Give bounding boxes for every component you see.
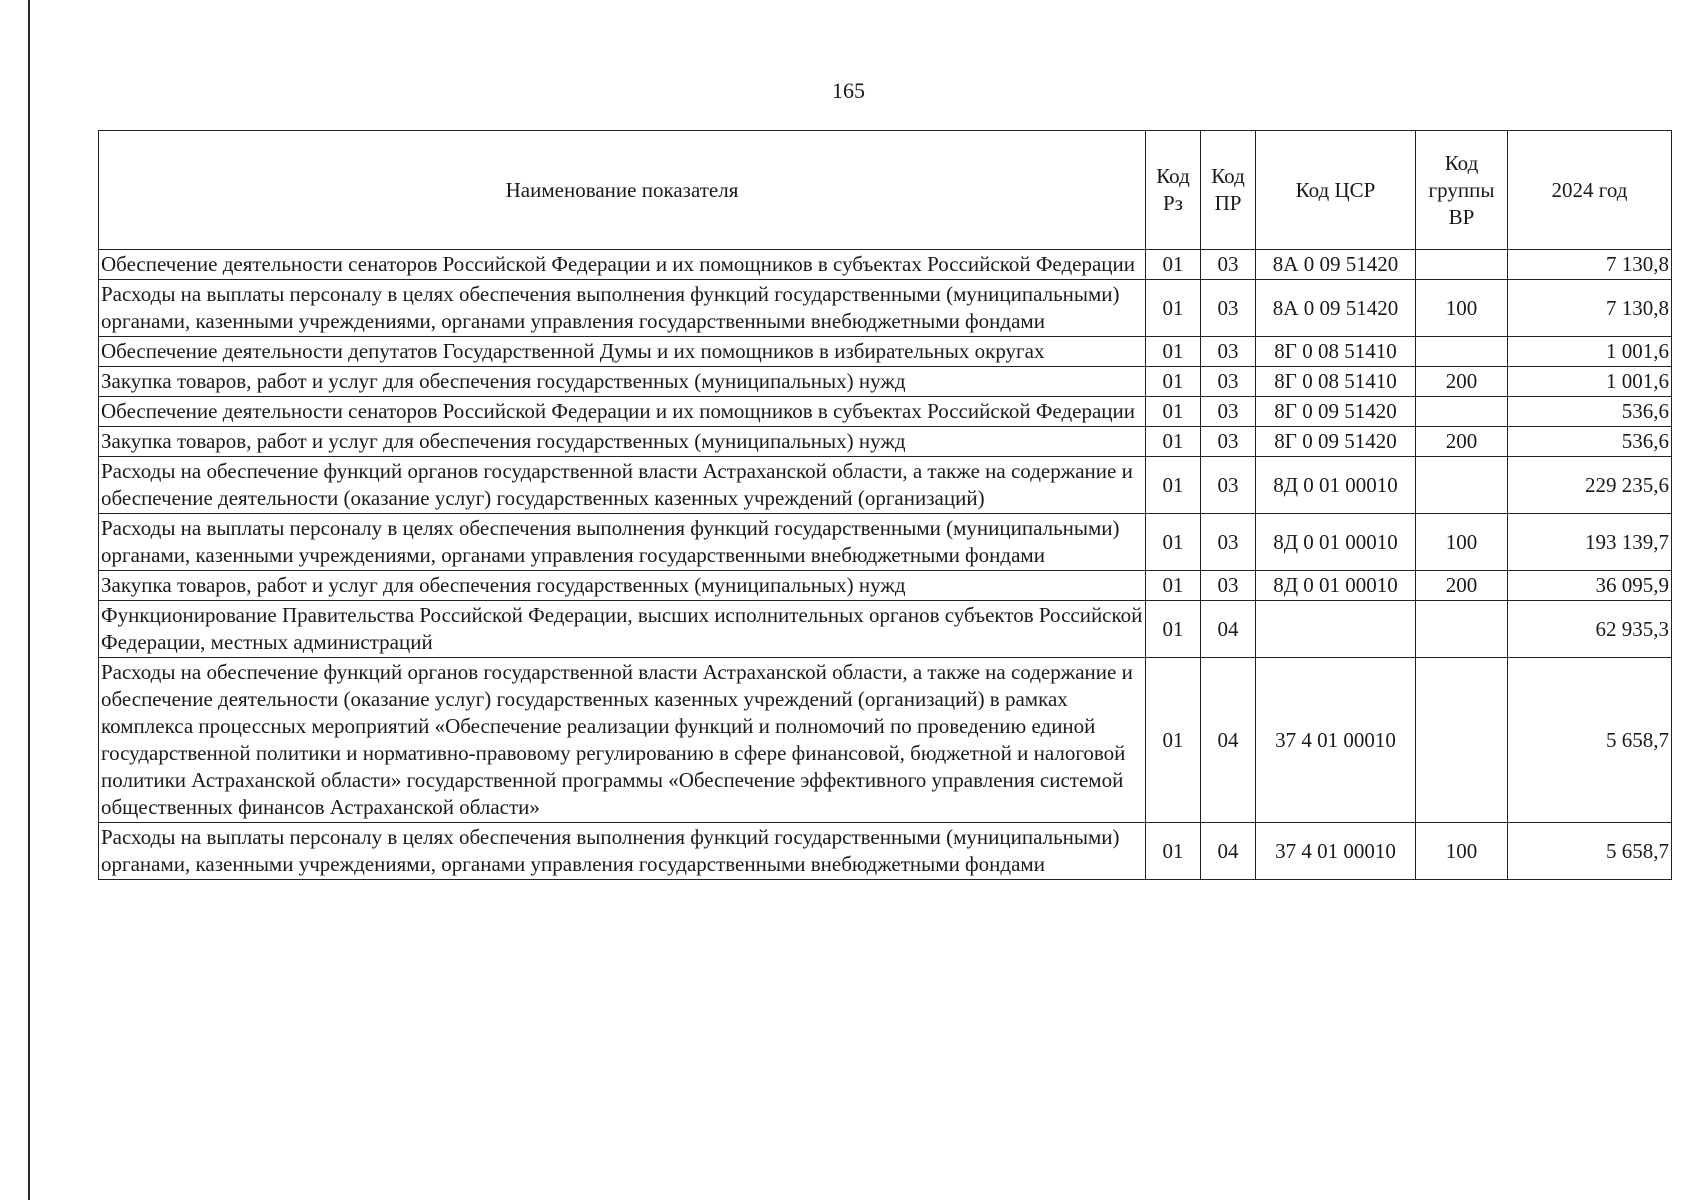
cell-amount: 7 130,8 xyxy=(1508,250,1672,280)
cell-name: Расходы на выплаты персоналу в целях обеспечения выполнения функций государственными (муниципальными) органами, казенными учреждениями, органами управления государственными внебюджетными фондами xyxy=(99,823,1146,880)
cell-amount: 193 139,7 xyxy=(1508,514,1672,571)
cell-pr: 03 xyxy=(1201,397,1256,427)
table-row xyxy=(99,823,1672,880)
cell-rz: 01 xyxy=(1146,514,1201,571)
cell-vr xyxy=(1416,457,1508,514)
budget-table xyxy=(98,130,1672,880)
cell-amount: 5 658,7 xyxy=(1508,658,1672,823)
cell-amount: 1 001,6 xyxy=(1508,367,1672,397)
cell-amount: 7 130,8 xyxy=(1508,280,1672,337)
margin-line xyxy=(28,0,30,1200)
cell-csr: 8Д 0 01 00010 xyxy=(1256,571,1416,601)
header-pr: Код ПР xyxy=(1201,131,1256,250)
table-row xyxy=(99,514,1672,571)
cell-amount: 1 001,6 xyxy=(1508,337,1672,367)
table-row xyxy=(99,427,1672,457)
cell-rz: 01 xyxy=(1146,457,1201,514)
table-row xyxy=(99,250,1672,280)
cell-amount: 229 235,6 xyxy=(1508,457,1672,514)
cell-rz: 01 xyxy=(1146,397,1201,427)
table-row xyxy=(99,280,1672,337)
cell-name: Обеспечение деятельности сенаторов Российской Федерации и их помощников в субъектах Российской Федерации xyxy=(99,250,1146,280)
cell-pr: 03 xyxy=(1201,427,1256,457)
cell-pr: 04 xyxy=(1201,601,1256,658)
cell-pr: 03 xyxy=(1201,250,1256,280)
header-vr: Код группы ВР xyxy=(1416,131,1508,250)
cell-name: Закупка товаров, работ и услуг для обеспечения государственных (муниципальных) нужд xyxy=(99,367,1146,397)
cell-csr: 37 4 01 00010 xyxy=(1256,658,1416,823)
cell-vr: 100 xyxy=(1416,514,1508,571)
cell-rz: 01 xyxy=(1146,250,1201,280)
cell-csr: 8Г 0 09 51420 xyxy=(1256,397,1416,427)
cell-name: Функционирование Правительства Российской Федерации, высших исполнительных органов субъектов Российской Федерации, местных администраций xyxy=(99,601,1146,658)
cell-name: Расходы на обеспечение функций органов государственной власти Астраханской области, а также на содержание и обеспечение деятельности (оказание услуг) государственных казенных учреждений (организаций) в рамках комплекса процессных мероприятий «Обеспечение реализации функций и полномочий по проведению единой государственной политики и нормативно-правовому регулированию в сфере финансовой, бюджетной и налоговой политики Астраханской области» государственной программы «Обеспечение эффективного управления системой общественных финансов Астраханской области» xyxy=(99,658,1146,823)
cell-rz: 01 xyxy=(1146,571,1201,601)
cell-amount: 536,6 xyxy=(1508,427,1672,457)
cell-csr: 8А 0 09 51420 xyxy=(1256,250,1416,280)
cell-vr xyxy=(1416,337,1508,367)
cell-pr: 04 xyxy=(1201,823,1256,880)
cell-pr: 03 xyxy=(1201,571,1256,601)
table-row xyxy=(99,397,1672,427)
cell-csr: 8Г 0 08 51410 xyxy=(1256,367,1416,397)
cell-rz: 01 xyxy=(1146,658,1201,823)
cell-rz: 01 xyxy=(1146,337,1201,367)
cell-csr: 37 4 01 00010 xyxy=(1256,823,1416,880)
cell-vr: 100 xyxy=(1416,823,1508,880)
cell-rz: 01 xyxy=(1146,367,1201,397)
page-number: 165 xyxy=(832,78,865,103)
cell-vr: 200 xyxy=(1416,427,1508,457)
table-row xyxy=(99,601,1672,658)
cell-rz: 01 xyxy=(1146,427,1201,457)
cell-name: Закупка товаров, работ и услуг для обеспечения государственных (муниципальных) нужд xyxy=(99,571,1146,601)
cell-amount: 536,6 xyxy=(1508,397,1672,427)
cell-name: Расходы на обеспечение функций органов государственной власти Астраханской области, а также на содержание и обеспечение деятельности (оказание услуг) государственных казенных учреждений (организаций) xyxy=(99,457,1146,514)
cell-name: Расходы на выплаты персоналу в целях обеспечения выполнения функций государственными (муниципальными) органами, казенными учреждениями, органами управления государственными внебюджетными фондами xyxy=(99,514,1146,571)
table-row xyxy=(99,337,1672,367)
cell-vr: 200 xyxy=(1416,367,1508,397)
cell-name: Обеспечение деятельности депутатов Государственной Думы и их помощников в избирательных округах xyxy=(99,337,1146,367)
header-rz: Код Рз xyxy=(1146,131,1201,250)
cell-csr: 8Г 0 08 51410 xyxy=(1256,337,1416,367)
cell-csr: 8Д 0 01 00010 xyxy=(1256,514,1416,571)
cell-rz: 01 xyxy=(1146,823,1201,880)
cell-name: Обеспечение деятельности сенаторов Российской Федерации и их помощников в субъектах Российской Федерации xyxy=(99,397,1146,427)
table-row xyxy=(99,571,1672,601)
cell-rz: 01 xyxy=(1146,280,1201,337)
cell-pr: 03 xyxy=(1201,337,1256,367)
cell-vr xyxy=(1416,658,1508,823)
header-year: 2024 год xyxy=(1508,131,1672,250)
table-row xyxy=(99,367,1672,397)
table-row xyxy=(99,658,1672,823)
cell-amount: 5 658,7 xyxy=(1508,823,1672,880)
cell-amount: 62 935,3 xyxy=(1508,601,1672,658)
cell-pr: 03 xyxy=(1201,280,1256,337)
cell-name: Закупка товаров, работ и услуг для обеспечения государственных (муниципальных) нужд xyxy=(99,427,1146,457)
cell-name: Расходы на выплаты персоналу в целях обеспечения выполнения функций государственными (муниципальными) органами, казенными учреждениями, органами управления государственными внебюджетными фондами xyxy=(99,280,1146,337)
cell-rz: 01 xyxy=(1146,601,1201,658)
cell-pr: 03 xyxy=(1201,514,1256,571)
table-header-row xyxy=(99,131,1672,250)
cell-csr: 8А 0 09 51420 xyxy=(1256,280,1416,337)
cell-vr xyxy=(1416,250,1508,280)
cell-pr: 03 xyxy=(1201,367,1256,397)
cell-vr: 100 xyxy=(1416,280,1508,337)
cell-vr: 200 xyxy=(1416,571,1508,601)
cell-pr: 04 xyxy=(1201,658,1256,823)
cell-csr: 8Д 0 01 00010 xyxy=(1256,457,1416,514)
header-csr: Код ЦСР xyxy=(1256,131,1416,250)
cell-vr xyxy=(1416,601,1508,658)
cell-pr: 03 xyxy=(1201,457,1256,514)
cell-csr xyxy=(1256,601,1416,658)
table-row xyxy=(99,457,1672,514)
cell-amount: 36 095,9 xyxy=(1508,571,1672,601)
header-name: Наименование показателя xyxy=(99,131,1146,250)
cell-csr: 8Г 0 09 51420 xyxy=(1256,427,1416,457)
cell-vr xyxy=(1416,397,1508,427)
